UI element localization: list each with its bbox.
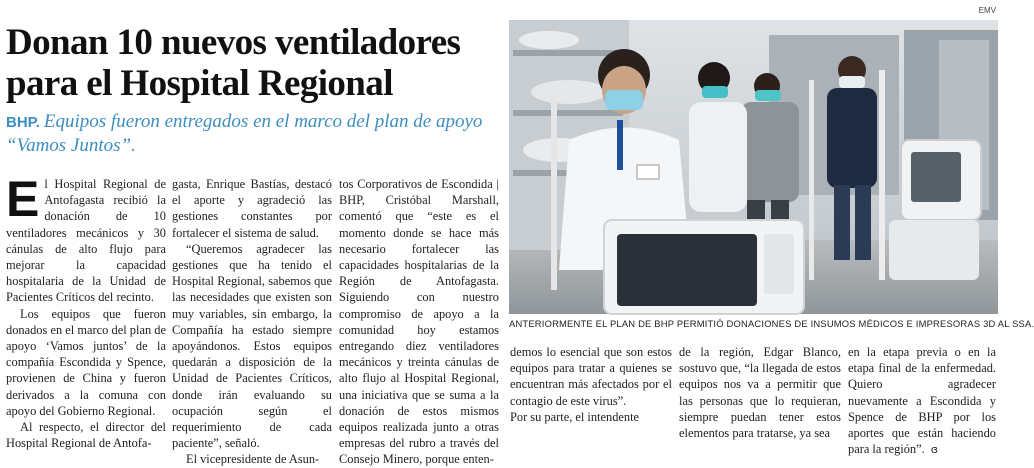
- paragraph: Los equipos que fueron donados en el marco del plan de apoyo ‘Vamos juntos’ de la compañía Escondida y Spence, provienen de China y fueron derivados a la comuna con apoyo del Gobierno Regional.: [6, 306, 166, 418]
- paragraph-text: en la etapa previa o en la etapa final de la enfermedad. Quiero agradecer nuevamente a Escondida y Spence de BHP por los aportes que están haciendo para la región”.: [848, 345, 996, 457]
- photo-caption: ANTERIORMENTE EL PLAN DE BHP PERMITIÓ DONACIONES DE INSUMOS MÉDICOS E IMPRESORAS 3D AL SSA.: [509, 318, 1034, 329]
- hospital-staff-photo: [509, 20, 998, 314]
- paragraph: [848, 344, 996, 458]
- article-column-3: [339, 176, 499, 468]
- page-credit: EMV: [978, 6, 996, 15]
- article-column-4: [510, 344, 672, 425]
- subhead: [6, 110, 501, 157]
- subhead-kicker: BHP.: [6, 114, 40, 131]
- end-mark-icon: ɞ: [930, 443, 939, 457]
- article-column-6: [848, 344, 996, 458]
- paragraph: demos lo esencial que son estos equipos para tratar a quienes se encuentran más afectados por el contagio de este virus”.: [510, 345, 672, 408]
- article-column-2: [172, 176, 332, 468]
- paragraph: gasta, Enrique Bastías, destacó el aporte y agradeció las gestiones constantes por fortalecer el sistema de salud.: [172, 177, 332, 240]
- paragraph: El vicepresidente de Asun-: [186, 452, 320, 467]
- paragraph: Al respecto, el director del Hospital Regional de Antofa-: [6, 420, 166, 451]
- article-column-5: [679, 344, 841, 441]
- headline: Donan 10 nuevos ventiladores para el Hospital Regional: [6, 22, 461, 104]
- paragraph-text: l Hospital Regional de Antofagasta recibió la donación de 10 ventiladores mecánicos y 30 cánulas de alto flujo para mejorar la capacidad hospitalaria de la Unidad de Pacientes Críticos del recinto.: [6, 177, 166, 305]
- article-column-1: [6, 171, 166, 451]
- photo: [509, 20, 998, 314]
- paragraph: tos Corporativos de Escondida | BHP, Cristóbal Marshall, comentó que “este es el momento donde se hace más necesario fortalecer las capacidades hospitalarias de la Región de Antofagasta. Siguiendo con nuestro compromiso de apoyo a la comunidad hoy estamos entregando diez ventiladores mecánicos y treinta cánulas de alto flujo al Hospital Regional, una iniciativa que se suma a la donación de estos mismos equipos realizada junto a otras empresas del rubro a través del Consejo Minero, porque enten-: [339, 177, 499, 467]
- paragraph: [6, 171, 166, 306]
- paragraph: “Queremos agradecer las gestiones que ha tenido el Hospital Regional, sabemos que las necesidades que existen son muy variables, sin embargo, la Compañía ha estado siempre apoyándonos. Estos equipos quedarán a disposición de la Unidad de Pacientes Críticos, donde irán evaluando su ocupación según el requerimiento de cada paciente”, señaló.: [172, 241, 332, 451]
- paragraph: Por su parte, el intendente: [510, 409, 640, 424]
- subhead-text: Equipos fueron entregados en el marco del plan de apoyo “Vamos Juntos”.: [6, 111, 483, 156]
- paragraph: de la región, Edgar Blanco, sostuvo que, “la llegada de estos equipos nos va a permitir que las personas que lo requieran, siempre puedan tener estos elementos para tratarse, ya sea: [679, 345, 841, 441]
- drop-cap: E: [6, 171, 40, 227]
